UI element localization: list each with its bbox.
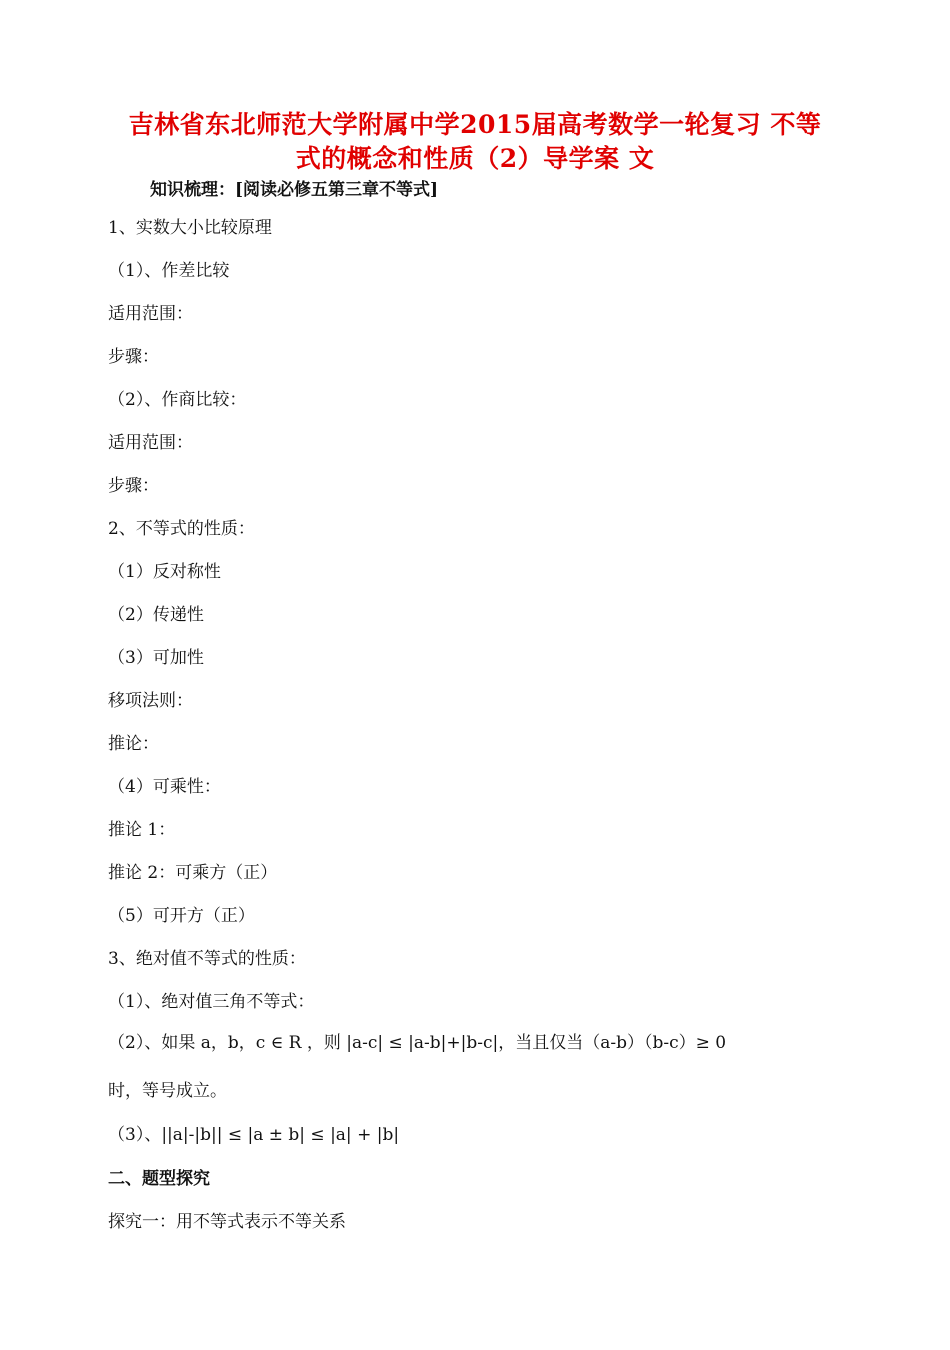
section-heading-1: 1、实数大小比较原理	[108, 218, 272, 238]
document-title	[100, 108, 850, 176]
absolute-triangle-inequality: （1）、绝对值三角不等式：	[108, 992, 315, 1012]
section-subheading: 知识梳理：[阅读必修五第三章不等式]	[150, 180, 439, 200]
corollary-label: 推论：	[108, 734, 159, 754]
title-line-1: 吉林省东北师范大学附属中学2015届高考数学一轮复习 不等	[128, 110, 822, 139]
corollary-1-label: 推论 1：	[108, 820, 176, 840]
title-line-2: 式的概念和性质（2）导学案 文	[295, 144, 655, 173]
steps-label-2: 步骤：	[108, 476, 159, 496]
absolute-inequality-condition-cont: 时，等号成立。	[108, 1081, 227, 1101]
applicable-range-label-2: 适用范围：	[108, 433, 193, 453]
section-heading-question-types: 二、题型探究	[108, 1169, 210, 1189]
property-antisymmetry: （1）反对称性	[108, 562, 221, 582]
property-multiplicativity: （4）可乘性：	[108, 777, 221, 797]
steps-label: 步骤：	[108, 347, 159, 367]
property-additivity: （3）可加性	[108, 648, 204, 668]
item-subtraction-comparison: （1）、作差比较	[108, 261, 230, 281]
property-root: （5）可开方（正）	[108, 906, 255, 926]
absolute-inequality-condition: （2）、如果 a，b，c ∈ R ，则 |a-c| ≤ |a-b|+|b-c|，当且仅当（a-b）（b-c）≥ 0	[108, 1033, 727, 1053]
property-transitivity: （2）传递性	[108, 605, 204, 625]
item-quotient-comparison: （2）、作商比较：	[108, 390, 247, 410]
transposition-rule-label: 移项法则：	[108, 691, 193, 711]
exploration-1: 探究一：用不等式表示不等关系	[108, 1212, 346, 1232]
section-heading-2: 2、不等式的性质：	[108, 519, 255, 539]
section-heading-3: 3、绝对值不等式的性质：	[108, 949, 306, 969]
applicable-range-label: 适用范围：	[108, 304, 193, 324]
absolute-inequality-chain: （3）、||a|-|b|| ≤ |a ± b| ≤ |a| + |b|	[108, 1125, 400, 1145]
corollary-2-label: 推论 2：可乘方（正）	[108, 863, 278, 883]
